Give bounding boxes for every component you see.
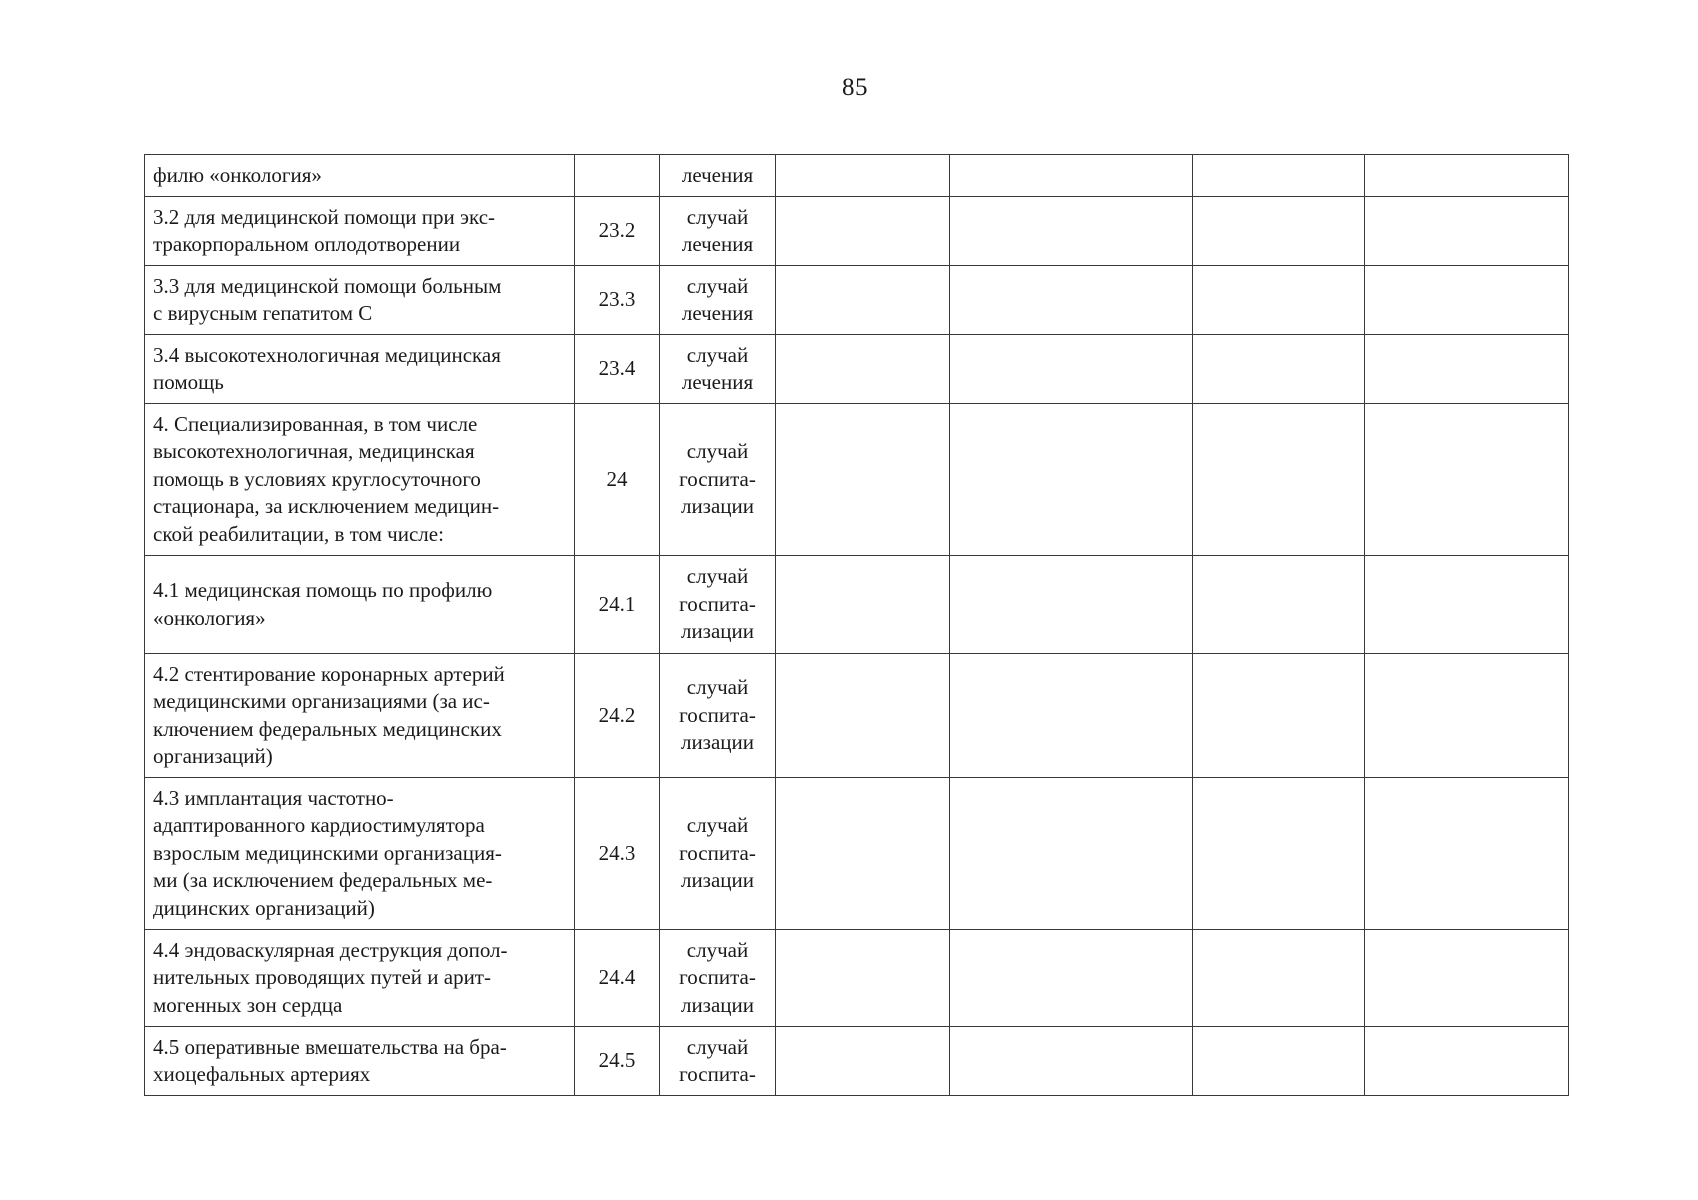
empty-value-cell — [776, 654, 950, 778]
empty-value-cell — [1193, 654, 1365, 778]
row-name: 3.3 для медицинской помощи больным с вирусным гепатитом С — [153, 273, 502, 325]
empty-value-cell — [776, 266, 950, 335]
row-unit: случай госпита- — [679, 1034, 756, 1086]
empty-value-cell — [776, 778, 950, 930]
row-name-cell — [145, 556, 575, 654]
row-unit-cell — [660, 556, 776, 654]
row-name: филю «онкология» — [153, 162, 322, 187]
empty-value-cell — [950, 197, 1193, 266]
row-unit-cell — [660, 155, 776, 197]
row-unit: случай госпита- лизации — [679, 937, 756, 1017]
table-row — [145, 654, 1569, 778]
row-code-cell: 23.3 — [575, 266, 660, 335]
row-name-cell — [145, 155, 575, 197]
empty-value-cell — [776, 556, 950, 654]
empty-value-cell — [1365, 404, 1569, 556]
empty-value-cell — [776, 197, 950, 266]
table-row — [145, 335, 1569, 404]
page-number: 85 — [842, 74, 868, 101]
empty-value-cell — [776, 930, 950, 1027]
empty-value-cell — [950, 930, 1193, 1027]
data-table — [144, 154, 1569, 1096]
row-code-cell: 24.5 — [575, 1027, 660, 1096]
row-code-cell — [575, 155, 660, 197]
empty-value-cell — [1193, 1027, 1365, 1096]
row-unit-cell — [660, 335, 776, 404]
row-name-cell — [145, 197, 575, 266]
empty-value-cell — [950, 1027, 1193, 1096]
empty-value-cell — [776, 1027, 950, 1096]
table-row — [145, 266, 1569, 335]
empty-value-cell — [950, 556, 1193, 654]
empty-value-cell — [950, 266, 1193, 335]
row-unit: случай госпита- лизации — [679, 813, 756, 893]
row-name-cell — [145, 1027, 575, 1096]
row-name-cell — [145, 335, 575, 404]
empty-value-cell — [950, 404, 1193, 556]
row-unit: случай лечения — [681, 273, 754, 325]
row-name-cell — [145, 404, 575, 556]
row-name: 4.5 оперативные вмешательства на бра- хиоцефальных артериях — [153, 1034, 507, 1086]
empty-value-cell — [1193, 404, 1365, 556]
row-unit-cell — [660, 197, 776, 266]
row-unit: случай лечения — [681, 204, 754, 256]
empty-value-cell — [1365, 1027, 1569, 1096]
row-code-cell: 24.1 — [575, 556, 660, 654]
row-name-cell — [145, 654, 575, 778]
empty-value-cell — [1365, 335, 1569, 404]
table-row — [145, 404, 1569, 556]
row-name-cell — [145, 266, 575, 335]
table-row — [145, 556, 1569, 654]
table-row — [145, 930, 1569, 1027]
row-name: 3.4 высокотехнологичная медицинская помощь — [153, 342, 501, 394]
table-row — [145, 197, 1569, 266]
empty-value-cell — [1193, 155, 1365, 197]
empty-value-cell — [776, 335, 950, 404]
row-unit-cell — [660, 1027, 776, 1096]
row-name: 4.4 эндоваскулярная деструкция допол- нительных проводящих путей и арит- могенных зон сердца — [153, 937, 508, 1017]
row-unit-cell — [660, 654, 776, 778]
row-name-cell — [145, 778, 575, 930]
row-unit-cell — [660, 778, 776, 930]
empty-value-cell — [1365, 155, 1569, 197]
empty-value-cell — [1193, 197, 1365, 266]
row-unit: случай госпита- лизации — [679, 675, 756, 755]
empty-value-cell — [776, 404, 950, 556]
empty-value-cell — [1193, 930, 1365, 1027]
row-unit: случай госпита- лизации — [679, 564, 756, 644]
empty-value-cell — [1365, 197, 1569, 266]
empty-value-cell — [1365, 930, 1569, 1027]
row-name: 4. Специализированная, в том числе высокотехнологичная, медицинская помощь в условиях круглосуточного стационара, за исключением медицин- ской реабилитации, в том числе: — [153, 411, 500, 546]
empty-value-cell — [1365, 556, 1569, 654]
empty-value-cell — [950, 335, 1193, 404]
row-unit-cell — [660, 266, 776, 335]
row-code-cell: 24 — [575, 404, 660, 556]
row-name: 4.2 стентирование коронарных артерий медицинскими организациями (за ис- ключением федеральных медицинских организаций) — [153, 661, 505, 768]
empty-value-cell — [950, 778, 1193, 930]
row-unit-cell — [660, 930, 776, 1027]
row-unit: лечения — [681, 162, 754, 187]
empty-value-cell — [1365, 266, 1569, 335]
empty-value-cell — [1193, 778, 1365, 930]
empty-value-cell — [1193, 556, 1365, 654]
row-code-cell: 24.4 — [575, 930, 660, 1027]
row-unit: случай лечения — [681, 342, 754, 394]
empty-value-cell — [1365, 778, 1569, 930]
row-code-cell: 23.2 — [575, 197, 660, 266]
empty-value-cell — [1193, 335, 1365, 404]
row-code-cell: 23.4 — [575, 335, 660, 404]
row-unit-cell — [660, 404, 776, 556]
row-name: 4.1 медицинская помощь по профилю «онкология» — [153, 578, 493, 630]
row-code-cell: 24.2 — [575, 654, 660, 778]
row-name: 4.3 имплантация частотно- адаптированного кардиостимулятора взрослым медицинскими организация- ми (за исключением федеральных ме- дицинских организаций) — [153, 785, 502, 920]
empty-value-cell — [950, 654, 1193, 778]
empty-value-cell — [776, 155, 950, 197]
empty-value-cell — [1193, 266, 1365, 335]
row-name-cell — [145, 930, 575, 1027]
row-name: 3.2 для медицинской помощи при экс- тракорпоральном оплодотворении — [153, 204, 496, 256]
table-row — [145, 1027, 1569, 1096]
row-code-cell: 24.3 — [575, 778, 660, 930]
empty-value-cell — [1365, 654, 1569, 778]
row-unit: случай госпита- лизации — [679, 439, 756, 519]
table-row — [145, 155, 1569, 197]
empty-value-cell — [950, 155, 1193, 197]
table-row — [145, 778, 1569, 930]
